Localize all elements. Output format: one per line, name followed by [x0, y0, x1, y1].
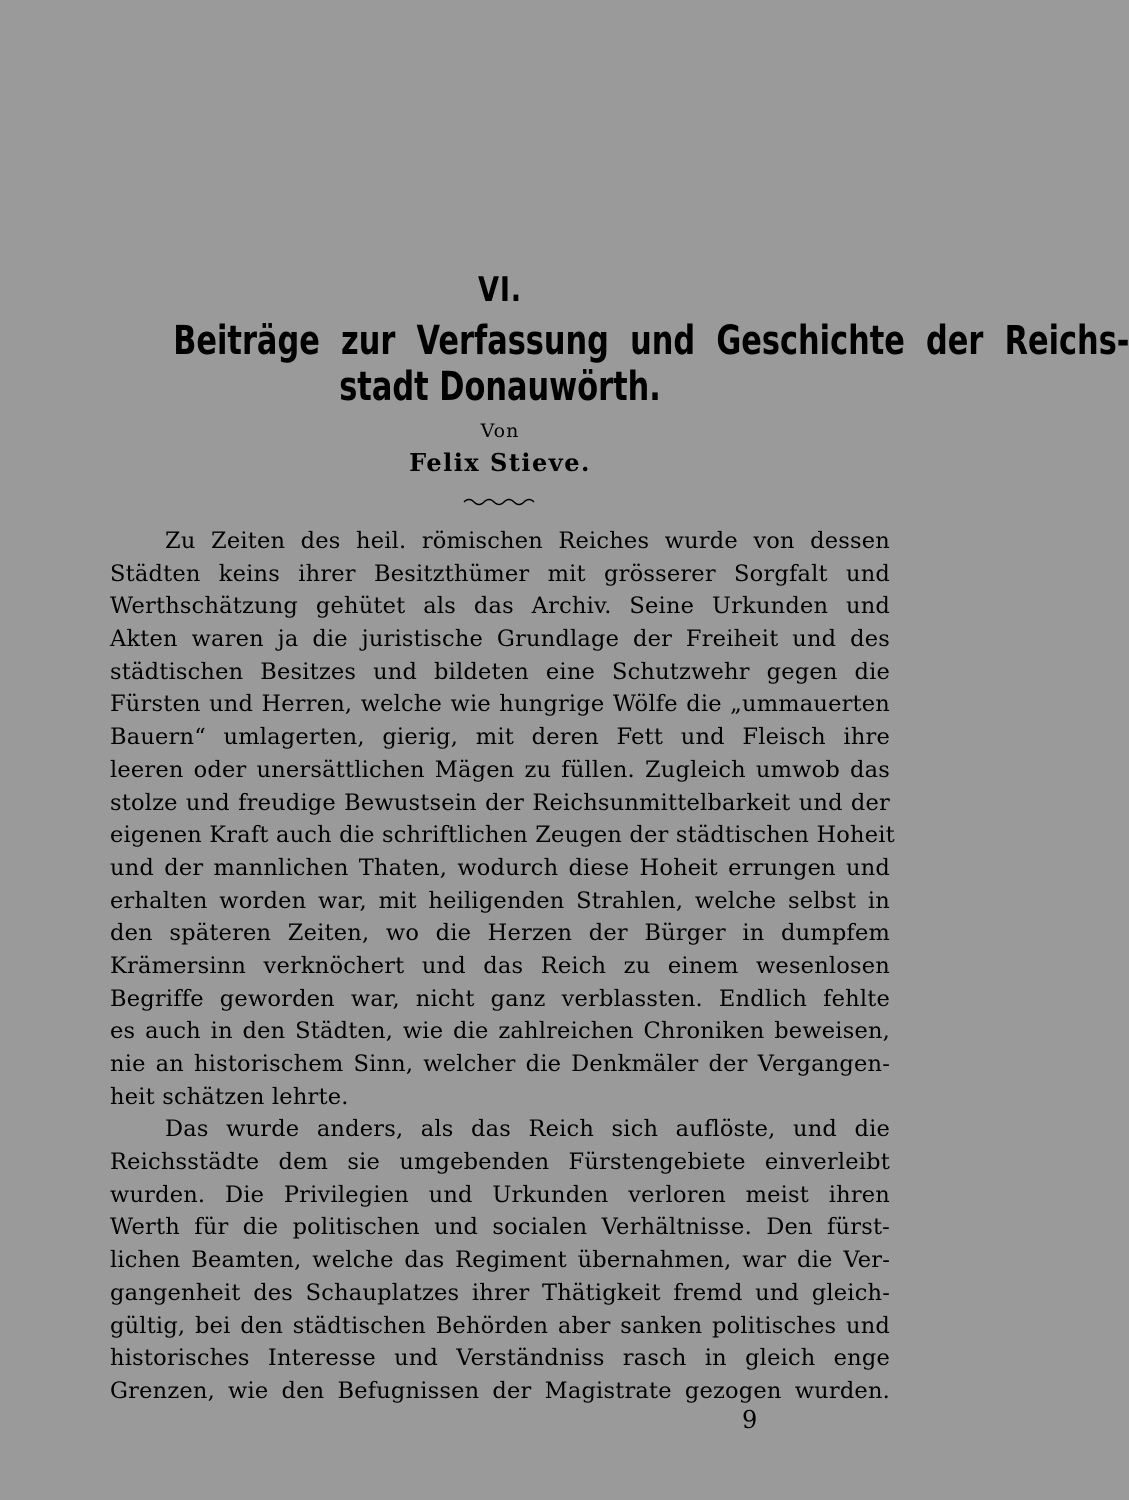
body-line: Krämersinn verknöchert und das Reich zu einem wesenlosen — [110, 952, 890, 979]
body-line: Das wurde anders, als das Reich sich auflöste, und die — [165, 1116, 890, 1143]
body-line: heit schätzen lehrte. — [110, 1083, 349, 1110]
body-line: stolze und freudige Bewustsein der Reichsunmittelbarkeit und der — [110, 789, 890, 816]
body-line: Fürsten und Herren, welche wie hungrige Wölfe die „ummauerten — [110, 691, 890, 718]
body-line: gangenheit des Schauplatzes ihrer Thätigkeit fremd und gleich- — [110, 1279, 890, 1306]
body-line: Grenzen, wie den Befugnissen der Magistrate gezogen wurden. — [110, 1377, 890, 1404]
chapter-title-line-2: stadt Donauwörth. — [339, 364, 661, 410]
chapter-title-line-1: Beiträge zur Verfassung und Geschichte der Reichs- — [173, 318, 1129, 364]
body-line: Akten waren ja die juristische Grundlage der Freiheit und des — [110, 626, 890, 653]
chapter-number: VI. — [478, 270, 522, 310]
body-line: es auch in den Städten, wie die zahlreichen Chroniken beweisen, — [110, 1018, 890, 1045]
body-line: nie an historischem Sinn, welcher die Denkmäler der Vergangen- — [110, 1051, 890, 1077]
body-line: den späteren Zeiten, wo die Herzen der Bürger in dumpfem — [110, 920, 890, 947]
body-text — [110, 525, 895, 1408]
body-line: städtischen Besitzes und bildeten eine Schutzwehr gegen die — [110, 658, 890, 685]
byline-von: Von — [480, 420, 520, 442]
body-line: gültig, bei den städtischen Behörden aber sanken politisches und — [110, 1312, 890, 1339]
body-line: und der mannlichen Thaten, wodurch diese Hoheit errungen und — [110, 854, 890, 881]
body-line: Werthschätzung gehütet als das Archiv. Seine Urkunden und — [110, 593, 890, 620]
body-line: historisches Interesse und Verständniss rasch in gleich enge — [110, 1345, 890, 1372]
body-line: lichen Beamten, welche das Regiment übernahmen, war die Ver- — [110, 1247, 890, 1274]
body-line: Bauern“ umlagerten, gierig, mit deren Fett und Fleisch ihre — [110, 724, 890, 751]
body-line: Zu Zeiten des heil. römischen Reiches wurde von dessen — [165, 528, 890, 554]
body-line: Werth für die politischen und socialen Verhältnisse. Den fürst- — [110, 1214, 890, 1241]
body-line: wurden. Die Privilegien und Urkunden verloren meist ihren — [110, 1181, 890, 1208]
author-name: Felix Stieve. — [409, 448, 591, 477]
wavy-divider-ornament — [460, 492, 540, 512]
page-number: 9 — [742, 1406, 758, 1434]
body-line: eigenen Kraft auch die schriftlichen Zeugen der städtischen Hoheit — [110, 822, 895, 849]
body-line: Reichsstädte dem sie umgebenden Fürstengebiete einverleibt — [110, 1149, 890, 1176]
body-line: Begriffe geworden war, nicht ganz verblassten. Endlich fehlte — [110, 985, 890, 1012]
body-line: leeren oder unersättlichen Mägen zu füllen. Zugleich umwob das — [110, 756, 890, 783]
body-line: Städten keins ihrer Besitzthümer mit grösserer Sorgfalt und — [110, 560, 890, 587]
body-line: erhalten worden war, mit heiligenden Strahlen, welche selbst in — [110, 887, 890, 914]
chapter-title — [173, 318, 1129, 410]
